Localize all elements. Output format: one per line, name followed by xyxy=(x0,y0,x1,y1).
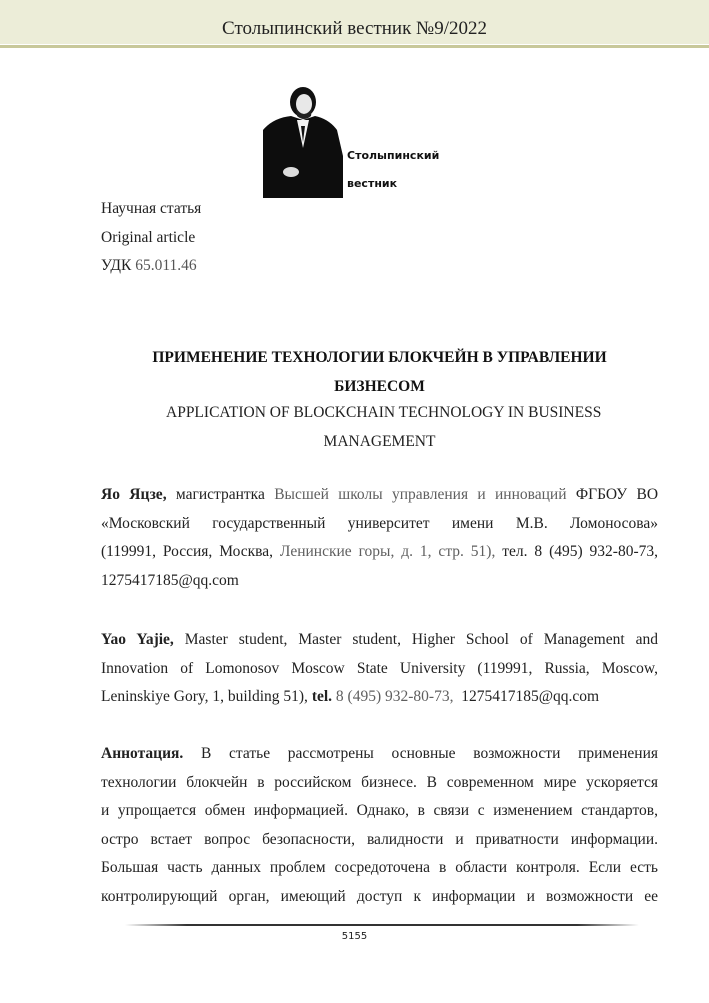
abstract-line4: остро встает вопрос безопасности, валидности и приватности информации. xyxy=(101,830,658,848)
udk-label: УДК xyxy=(101,257,132,274)
article-title-en xyxy=(101,398,658,456)
abstract-line1: В статье рассмотрены основные возможности применения xyxy=(201,745,658,762)
abstract-line2: технологии блокчейн в российском бизнесе. В современном мире ускоряется xyxy=(101,773,658,791)
portrait-silhouette-icon xyxy=(263,87,343,198)
logo-text-line1: Столыпинский xyxy=(347,149,440,162)
author-email-en: 1275417185@qq.com xyxy=(461,688,600,705)
author-tel-label-en: tel. xyxy=(311,688,333,705)
abstract xyxy=(101,740,658,911)
author-name-ru: Яо Яцзе, xyxy=(101,486,167,503)
footer-divider xyxy=(125,924,639,926)
page-number: 5155 xyxy=(341,931,368,942)
author-name-en: Yao Yajie, xyxy=(101,631,174,648)
author-school-ru: Высшей школы управления и инноваций xyxy=(274,486,567,503)
author-address-en: Leninskiye Gory, 1, building 51), xyxy=(101,688,308,705)
author-university-ru: «Московский государственный университет имени М.В. Ломоносова» xyxy=(101,514,658,532)
author-org-type-ru: ФГБОУ ВО xyxy=(575,486,658,503)
logo-text-line2: вестник xyxy=(347,177,398,190)
author-info-ru xyxy=(101,481,658,595)
udk-line xyxy=(101,257,197,275)
article-type-en: Original article xyxy=(101,229,196,246)
abstract-line5: Большая часть данных проблем сосредоточена в области контроля. Если есть xyxy=(101,859,658,876)
udk-code: 65.011.46 xyxy=(135,257,197,274)
abstract-line6: контролирующий орган, имеющий доступ к информации и возможности ее xyxy=(101,887,658,905)
author-university-en: Innovation of Lomonosov Moscow State University (119991, Russia, Moscow, xyxy=(101,659,658,677)
title-ru-line1: ПРИМЕНЕНИЕ ТЕХНОЛОГИИ БЛОКЧЕЙН В УПРАВЛЕНИИ xyxy=(152,349,607,366)
abstract-label: Аннотация. xyxy=(101,745,184,762)
journal-title: Столыпинский вестник №9/2022 xyxy=(222,18,487,39)
author-phone-en: 8 (495) 932-80-73, xyxy=(335,688,454,705)
author-info-en xyxy=(101,626,658,712)
title-ru-line2: БИЗНЕСОМ xyxy=(334,378,425,395)
author-address-ru-b: Ленинские горы, д. 1, стр. 51), xyxy=(279,543,496,560)
title-en-line2: MANAGEMENT xyxy=(323,433,436,450)
author-phone-ru: тел. 8 (495) 932-80-73, xyxy=(502,543,658,560)
author-position-ru: магистрантка xyxy=(175,486,265,503)
abstract-line3: и упрощается обмен информацией. Однако, в связи с изменением стандартов, xyxy=(101,802,658,819)
author-position-en: Master student, Master student, Higher School of Management and xyxy=(184,631,658,648)
header-divider xyxy=(0,45,709,48)
author-address-ru-a: (119991, Россия, Москва, xyxy=(101,543,274,560)
title-en-line1: APPLICATION OF BLOCKCHAIN TECHNOLOGY IN BUSINESS xyxy=(166,404,602,421)
author-email-ru: 1275417185@qq.com xyxy=(101,571,239,589)
article-type-ru: Научная статья xyxy=(101,200,202,217)
journal-header xyxy=(0,0,709,44)
article-title-ru xyxy=(101,343,658,401)
